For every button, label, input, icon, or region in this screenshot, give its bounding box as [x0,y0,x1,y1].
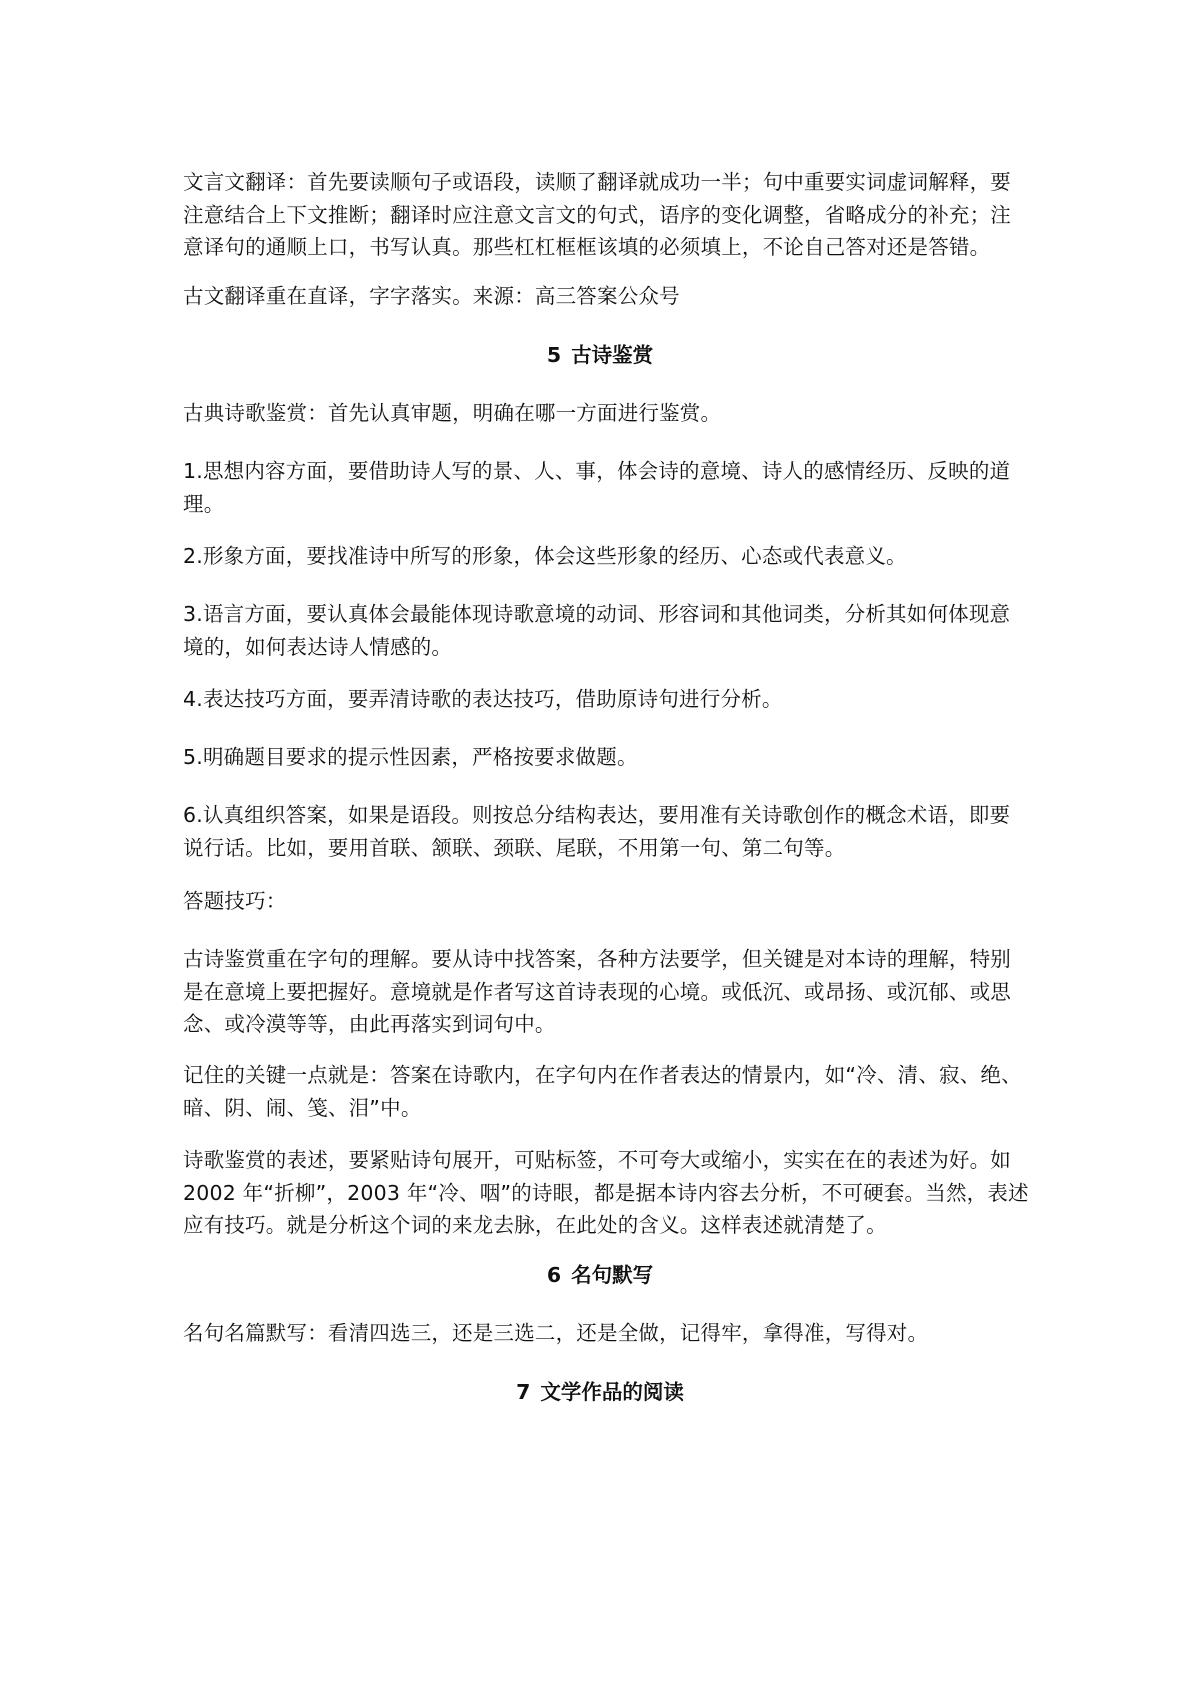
list-item-2 [183,540,1033,573]
text-line: 名句名篇默写：看清四选三，还是三选二，还是全做，记得牢，拿得准，写得对。 [183,1321,929,1345]
section-number: 7 [516,1380,531,1404]
paragraph-understanding [183,943,1033,1041]
text-line: 4.表达技巧方面，要弄清诗歌的表达技巧，借助原诗句进行分析。 [183,687,783,711]
section-heading-7 [0,1376,1200,1408]
section-title: 古诗鉴赏 [571,343,654,367]
section-title: 名句默写 [571,1263,654,1287]
text-line: 是在意境上要把握好。意境就是作者写这首诗表现的心境。或低沉、或昂扬、或沉郁、或思 [183,979,1011,1004]
text-line: 6.认真组织答案，如果是语段。则按总分结构表达，要用准有关诗歌创作的概念术语，即要 [183,803,1011,827]
paragraph-classical-translation [183,166,1033,264]
list-item-5 [183,741,1033,774]
list-item-6 [183,799,1033,864]
section-number: 6 [546,1263,562,1287]
paragraph-answer-tips-label [183,885,1033,918]
paragraph-poetry-appreciation [183,397,1033,430]
paragraph-expression [183,1144,1033,1242]
text-line: 2.形象方面，要找准诗中所写的形象，体会这些形象的经历、心态或代表意义。 [183,544,907,568]
text-line: 念、或冷漠等等，由此再落实到词句中。 [183,1012,556,1036]
text-line: 意译句的通顺上口，书写认真。那些杠杠框框该填的必须填上，不论自己答对还是答错。 [183,235,991,259]
list-item-3 [183,598,1033,663]
paragraph-translation-note [183,280,1033,313]
text-line: 境的，如何表达诗人情感的。 [183,634,453,659]
section-heading-6 [0,1259,1200,1291]
text-line: 答题技巧： [183,889,287,913]
list-item-1 [183,455,1033,520]
paragraph-key-point [183,1059,1033,1124]
section-number: 5 [546,343,562,367]
text-line: 注意结合上下文推断；翻译时应注意文言文的句式，语序的变化调整，省略成分的补充；注 [183,202,1011,227]
list-item-4 [183,683,1033,716]
text-line: 古诗鉴赏重在字句的理解。要从诗中找答案，各种方法要学，但关键是对本诗的理解，特别 [183,947,1011,971]
text-line: 应有技巧。就是分析这个词的来龙去脉，在此处的含义。这样表述就清楚了。 [183,1213,887,1237]
text-line: 古典诗歌鉴赏：首先认真审题，明确在哪一方面进行鉴赏。 [183,401,722,425]
paragraph-recitation [183,1317,1033,1350]
text-line: 说行话。比如，要用首联、颔联、颈联、尾联，不用第一句、第二句等。 [183,835,846,860]
text-line: 古文翻译重在直译，字字落实。来源：高三答案公众号 [183,284,680,308]
text-line: 诗歌鉴赏的表述，要紧贴诗句展开，可贴标签，不可夸大或缩小，实实在在的表述为好。如 [183,1148,1011,1172]
text-line: 理。 [183,491,225,516]
section-heading-5 [0,339,1200,371]
text-line: 暗、阴、闹、笺、泪”中。 [183,1095,422,1120]
section-title: 文学作品的阅读 [540,1380,684,1404]
text-line: 记住的关键一点就是：答案在诗歌内，在字句内在作者表达的情景内，如“冷、清、寂、绝、 [183,1063,1022,1087]
text-line: 文言文翻译：首先要读顺句子或语段，读顺了翻译就成功一半；句中重要实词虚词解释，要 [183,170,1011,194]
text-line: 3.语言方面，要认真体会最能体现诗歌意境的动词、形容词和其他词类，分析其如何体现意 [183,602,1011,626]
text-line: 5.明确题目要求的提示性因素，严格按要求做题。 [183,745,638,769]
text-line: 1.思想内容方面，要借助诗人写的景、人、事，体会诗的意境、诗人的感情经历、反映的道 [183,459,1011,483]
text-line: 2002 年“折柳”，2003 年“冷、咽”的诗眼，都是据本诗内容去分析，不可硬套。当然，表述 [183,1180,1029,1205]
